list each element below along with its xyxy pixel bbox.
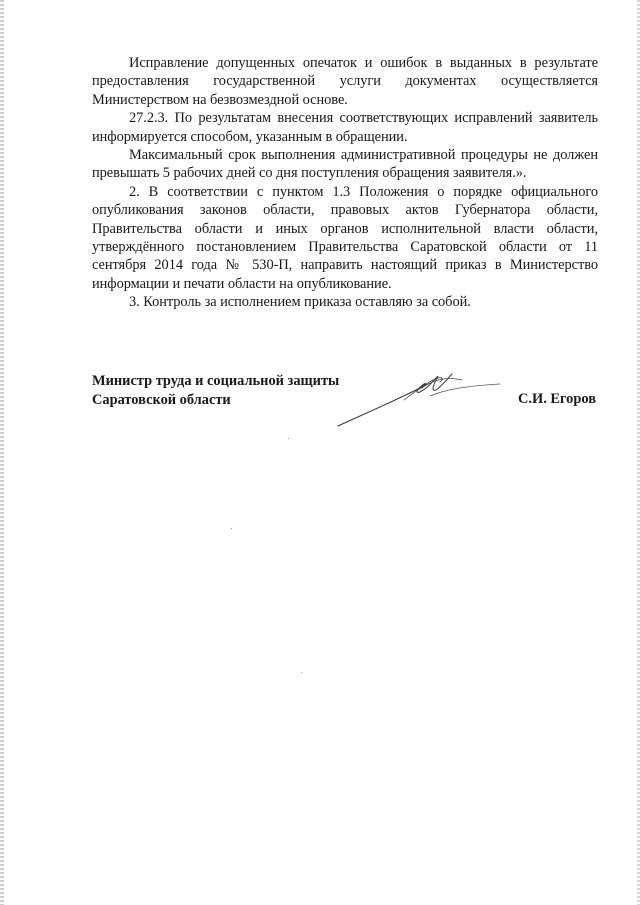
signatory-title-line-2: Саратовской области [92,392,231,408]
paragraph-item-2-publication: 2. В соответствии с пунктом 1.3 Положения о порядке официального опубликования законов области, правовых актов Губернатора области, Правительства области и иных органов исполнительной власти области, утверждённого постановлением Правительства Саратовской области от 11 сентября 2014 года № 530-П, направить настоящий приказ в Министерство информации и печати области на опубликование. [92,183,598,292]
signatory-title-line-1: Министр труда и социальной защиты [92,373,340,389]
paragraph-27-2-3: 27.2.3. По результатам внесения соответствующих исправлений заявитель информируется способом, указанным в обращении. [92,110,598,145]
document-body [92,54,598,312]
scan-edge-left [0,0,4,905]
scan-speck [301,672,302,673]
signatory-name: С.И. Егоров [518,391,596,407]
handwritten-signature [334,370,504,430]
scan-speck [231,528,232,529]
paragraph-typo-correction: Исправление допущенных опечаток и ошибок в выданных в результате предоставления государственной услуги документах осуществляется Министерством на безвозмездной основе. [92,55,598,108]
paragraph-max-term: Максимальный срок выполнения административной процедуры не должен превышать 5 рабочих дней со дня поступления обращения заявителя.». [92,147,598,182]
signature-block [92,372,598,432]
scan-speck [288,438,289,439]
signatory-title [92,372,339,410]
paragraph-item-3-control: 3. Контроль за исполнением приказа оставляю за собой. [129,294,471,311]
